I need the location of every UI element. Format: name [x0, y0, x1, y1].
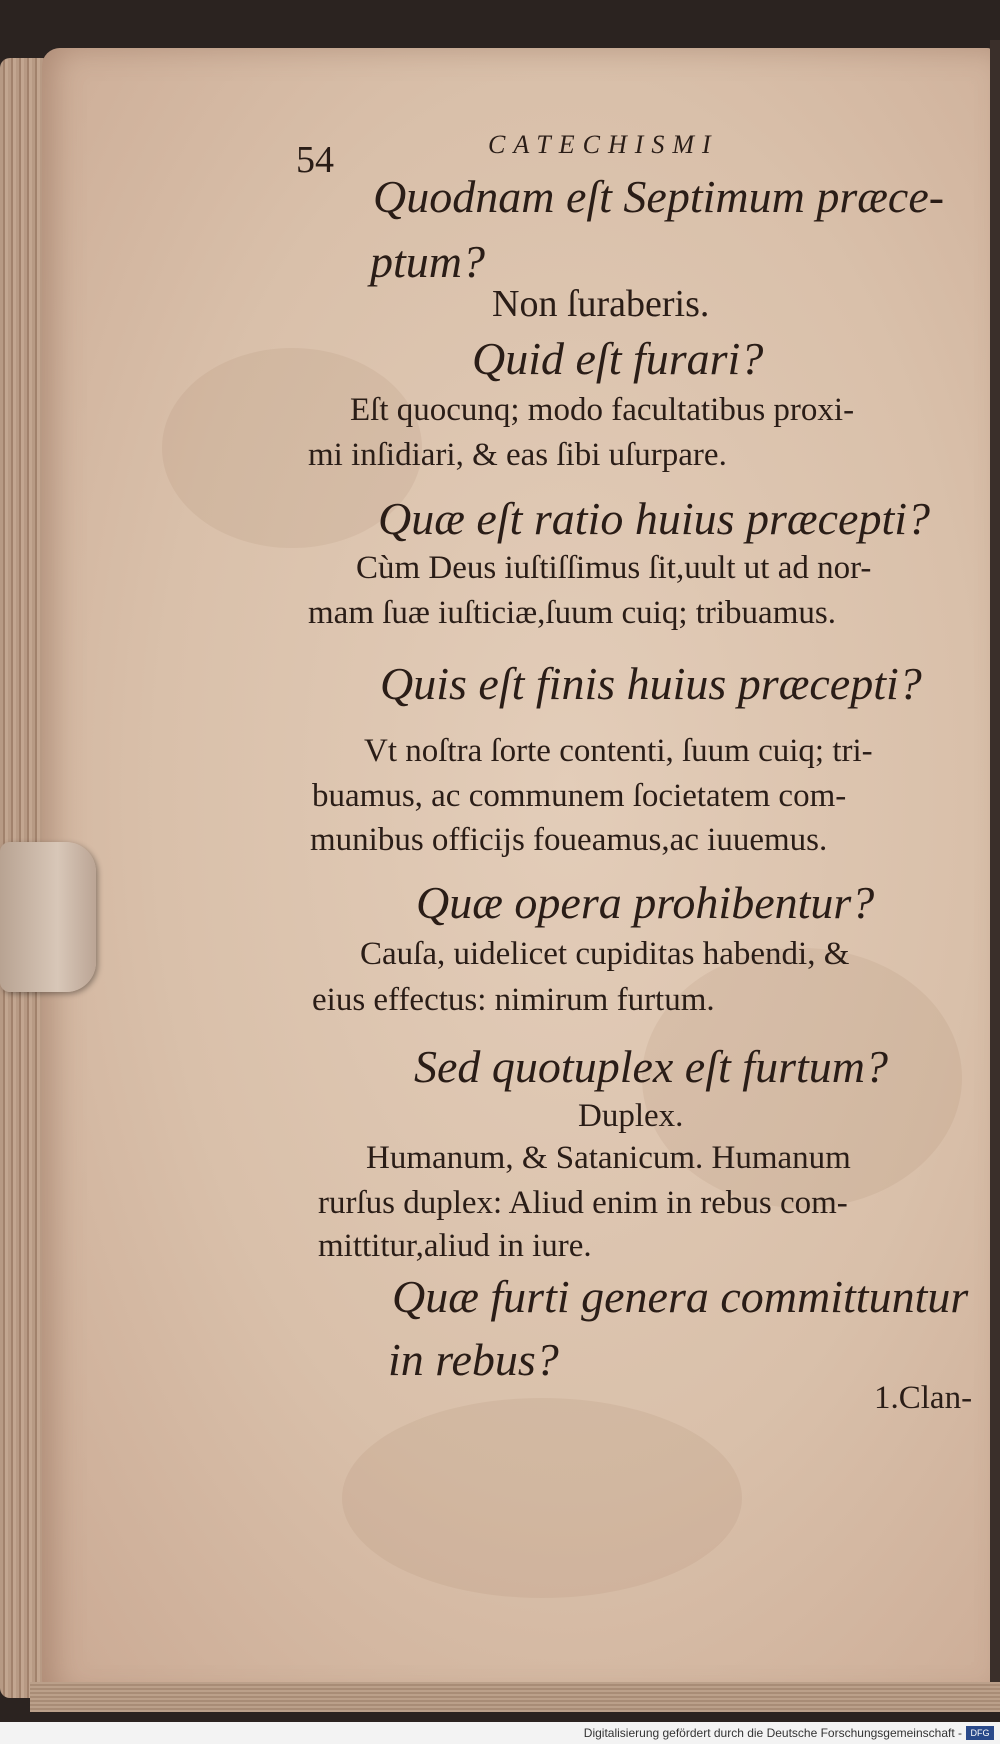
answer-line: Humanum, & Satanicum. Humanum [366, 1140, 851, 1176]
question-line: Sed quotuplex eſt furtum? [414, 1041, 888, 1092]
paper-stain [342, 1398, 742, 1598]
answer-line: rurſus duplex: Aliud enim in rebus com- [318, 1185, 848, 1221]
question-line: Quæ furti genera committuntur [392, 1271, 969, 1322]
answer-line: Cùm Deus iuſtiſſimus ſit,uult ut ad nor- [356, 550, 872, 586]
answer-line: mi inſidiari, & eas ſibi uſurpare. [308, 437, 727, 473]
answer-line: buamus, ac communem ſocietatem com- [312, 778, 847, 814]
question-line: Quæ eſt ratio huius præcepti? [378, 493, 930, 544]
answer-line: eius effectus: nimirum furtum. [312, 982, 715, 1018]
answer-line: Vt noſtra ſorte contenti, ſuum cuiq; tri- [364, 733, 873, 769]
catchword: 1.Clan- [874, 1380, 973, 1416]
question-line: Quis eſt finis huius præcepti? [380, 658, 922, 709]
question-line: Quodnam eſt Septimum præce- [373, 171, 945, 222]
running-head: CATECHISMI [488, 130, 719, 159]
book-clasp [0, 842, 96, 992]
dfg-logo-icon: DFG [966, 1726, 994, 1740]
question-line: in rebus? [388, 1334, 559, 1385]
question-line: Quid eſt furari? [472, 333, 764, 384]
answer-line: munibus officijs foueamus,ac iuuemus. [310, 822, 828, 858]
answer-line: Duplex. [578, 1098, 684, 1134]
question-line: Quæ opera prohibentur? [416, 877, 875, 928]
page-number: 54 [296, 139, 334, 181]
answer-line: mittitur,aliud in iure. [318, 1228, 592, 1264]
bottom-page-edge [30, 1682, 1000, 1712]
question-line: ptum? [370, 236, 485, 287]
answer-line: mam ſuæ iuſticiæ,ſuum cuiq; tribuamus. [308, 595, 836, 631]
right-page-edge [990, 40, 1000, 1700]
funding-credit: Digitalisierung gefördert durch die Deutsche Forschungsgemeinschaft - [583, 1726, 962, 1740]
answer-line: Non ſuraberis. [492, 283, 710, 325]
answer-line: Cauſa, uidelicet cupiditas habendi, & [360, 936, 850, 972]
answer-line: Eſt quocunq; modo facultatibus proxi- [350, 392, 855, 428]
